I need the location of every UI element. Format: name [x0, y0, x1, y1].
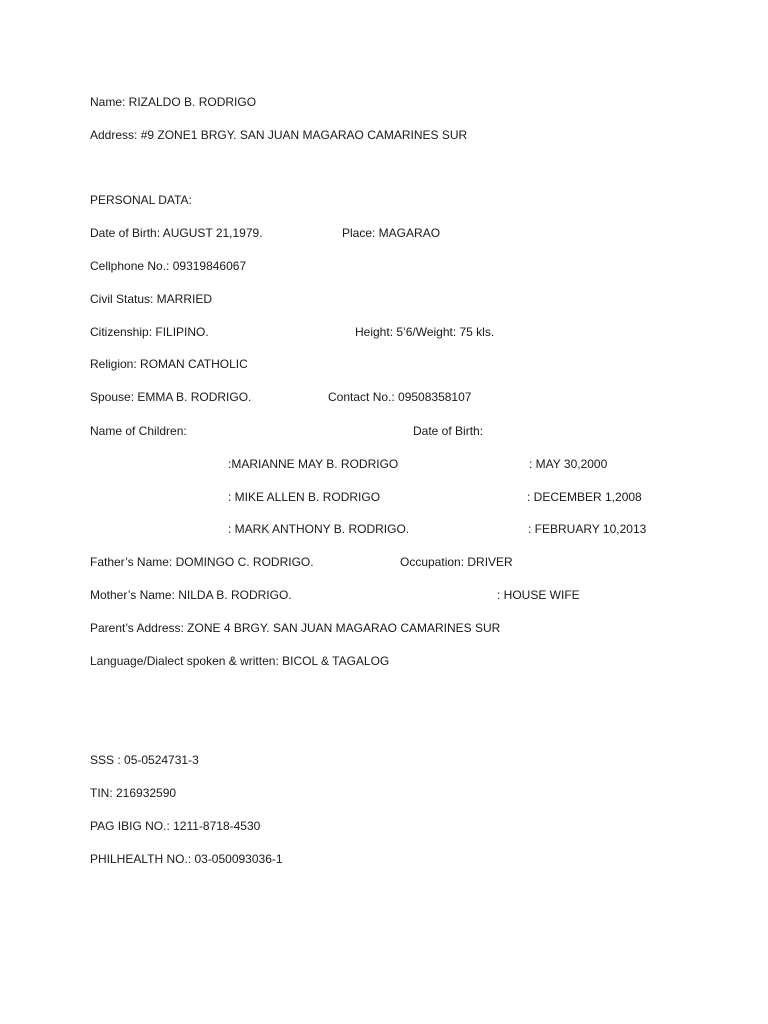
spouse-name: Spouse: EMMA B. RODRIGO.	[90, 390, 252, 404]
mother-name: Mother’s Name: NILDA B. RODRIGO.	[90, 588, 292, 602]
sss-number: SSS : 05-0524731-3	[90, 753, 199, 767]
date-of-birth: Date of Birth: AUGUST 21,1979.	[90, 226, 263, 240]
child-name: : MIKE ALLEN B. RODRIGO	[228, 490, 381, 504]
parents-address: Parent’s Address: ZONE 4 BRGY. SAN JUAN MAGARAO CAMARINES SUR	[90, 621, 501, 635]
pagibig-number: PAG IBIG NO.: 1211-8718-4530	[90, 819, 261, 833]
tin-number: TIN: 216932590	[90, 786, 177, 800]
father-name: Father’s Name: DOMINGO C. RODRIGO.	[90, 555, 314, 569]
child-name: : MARK ANTHONY B. RODRIGO.	[228, 522, 410, 536]
child-dob: : MAY 30,2000	[529, 457, 608, 471]
child-dob: : FEBRUARY 10,2013	[528, 522, 647, 536]
citizenship: Citizenship: FILIPINO.	[90, 325, 209, 339]
address-line: Address: #9 ZONE1 BRGY. SAN JUAN MAGARAO CAMARINES SUR	[90, 128, 468, 142]
language-dialect: Language/Dialect spoken & written: BICOL & TAGALOG	[90, 654, 390, 668]
place-of-birth: Place: MAGARAO	[342, 226, 441, 240]
personal-data-heading: PERSONAL DATA:	[90, 193, 192, 207]
children-label: Name of Children:	[90, 424, 187, 438]
father-occupation: Occupation: DRIVER	[400, 555, 513, 569]
height-weight: Height: 5’6/Weight: 75 kls.	[355, 325, 495, 339]
cellphone-number: Cellphone No.: 09319846067	[90, 259, 247, 273]
religion: Religion: ROMAN CATHOLIC	[90, 357, 248, 371]
mother-occupation: : HOUSE WIFE	[497, 588, 580, 602]
civil-status: Civil Status: MARRIED	[90, 292, 213, 306]
child-name: :MARIANNE MAY B. RODRIGO	[228, 457, 399, 471]
philhealth-number: PHILHEALTH NO.: 03-050093036-1	[90, 852, 283, 866]
spouse-contact: Contact No.: 09508358107	[328, 390, 472, 404]
child-dob: : DECEMBER 1,2008	[527, 490, 642, 504]
children-dob-label: Date of Birth:	[413, 424, 484, 438]
name-line: Name: RIZALDO B. RODRIGO	[90, 95, 257, 109]
